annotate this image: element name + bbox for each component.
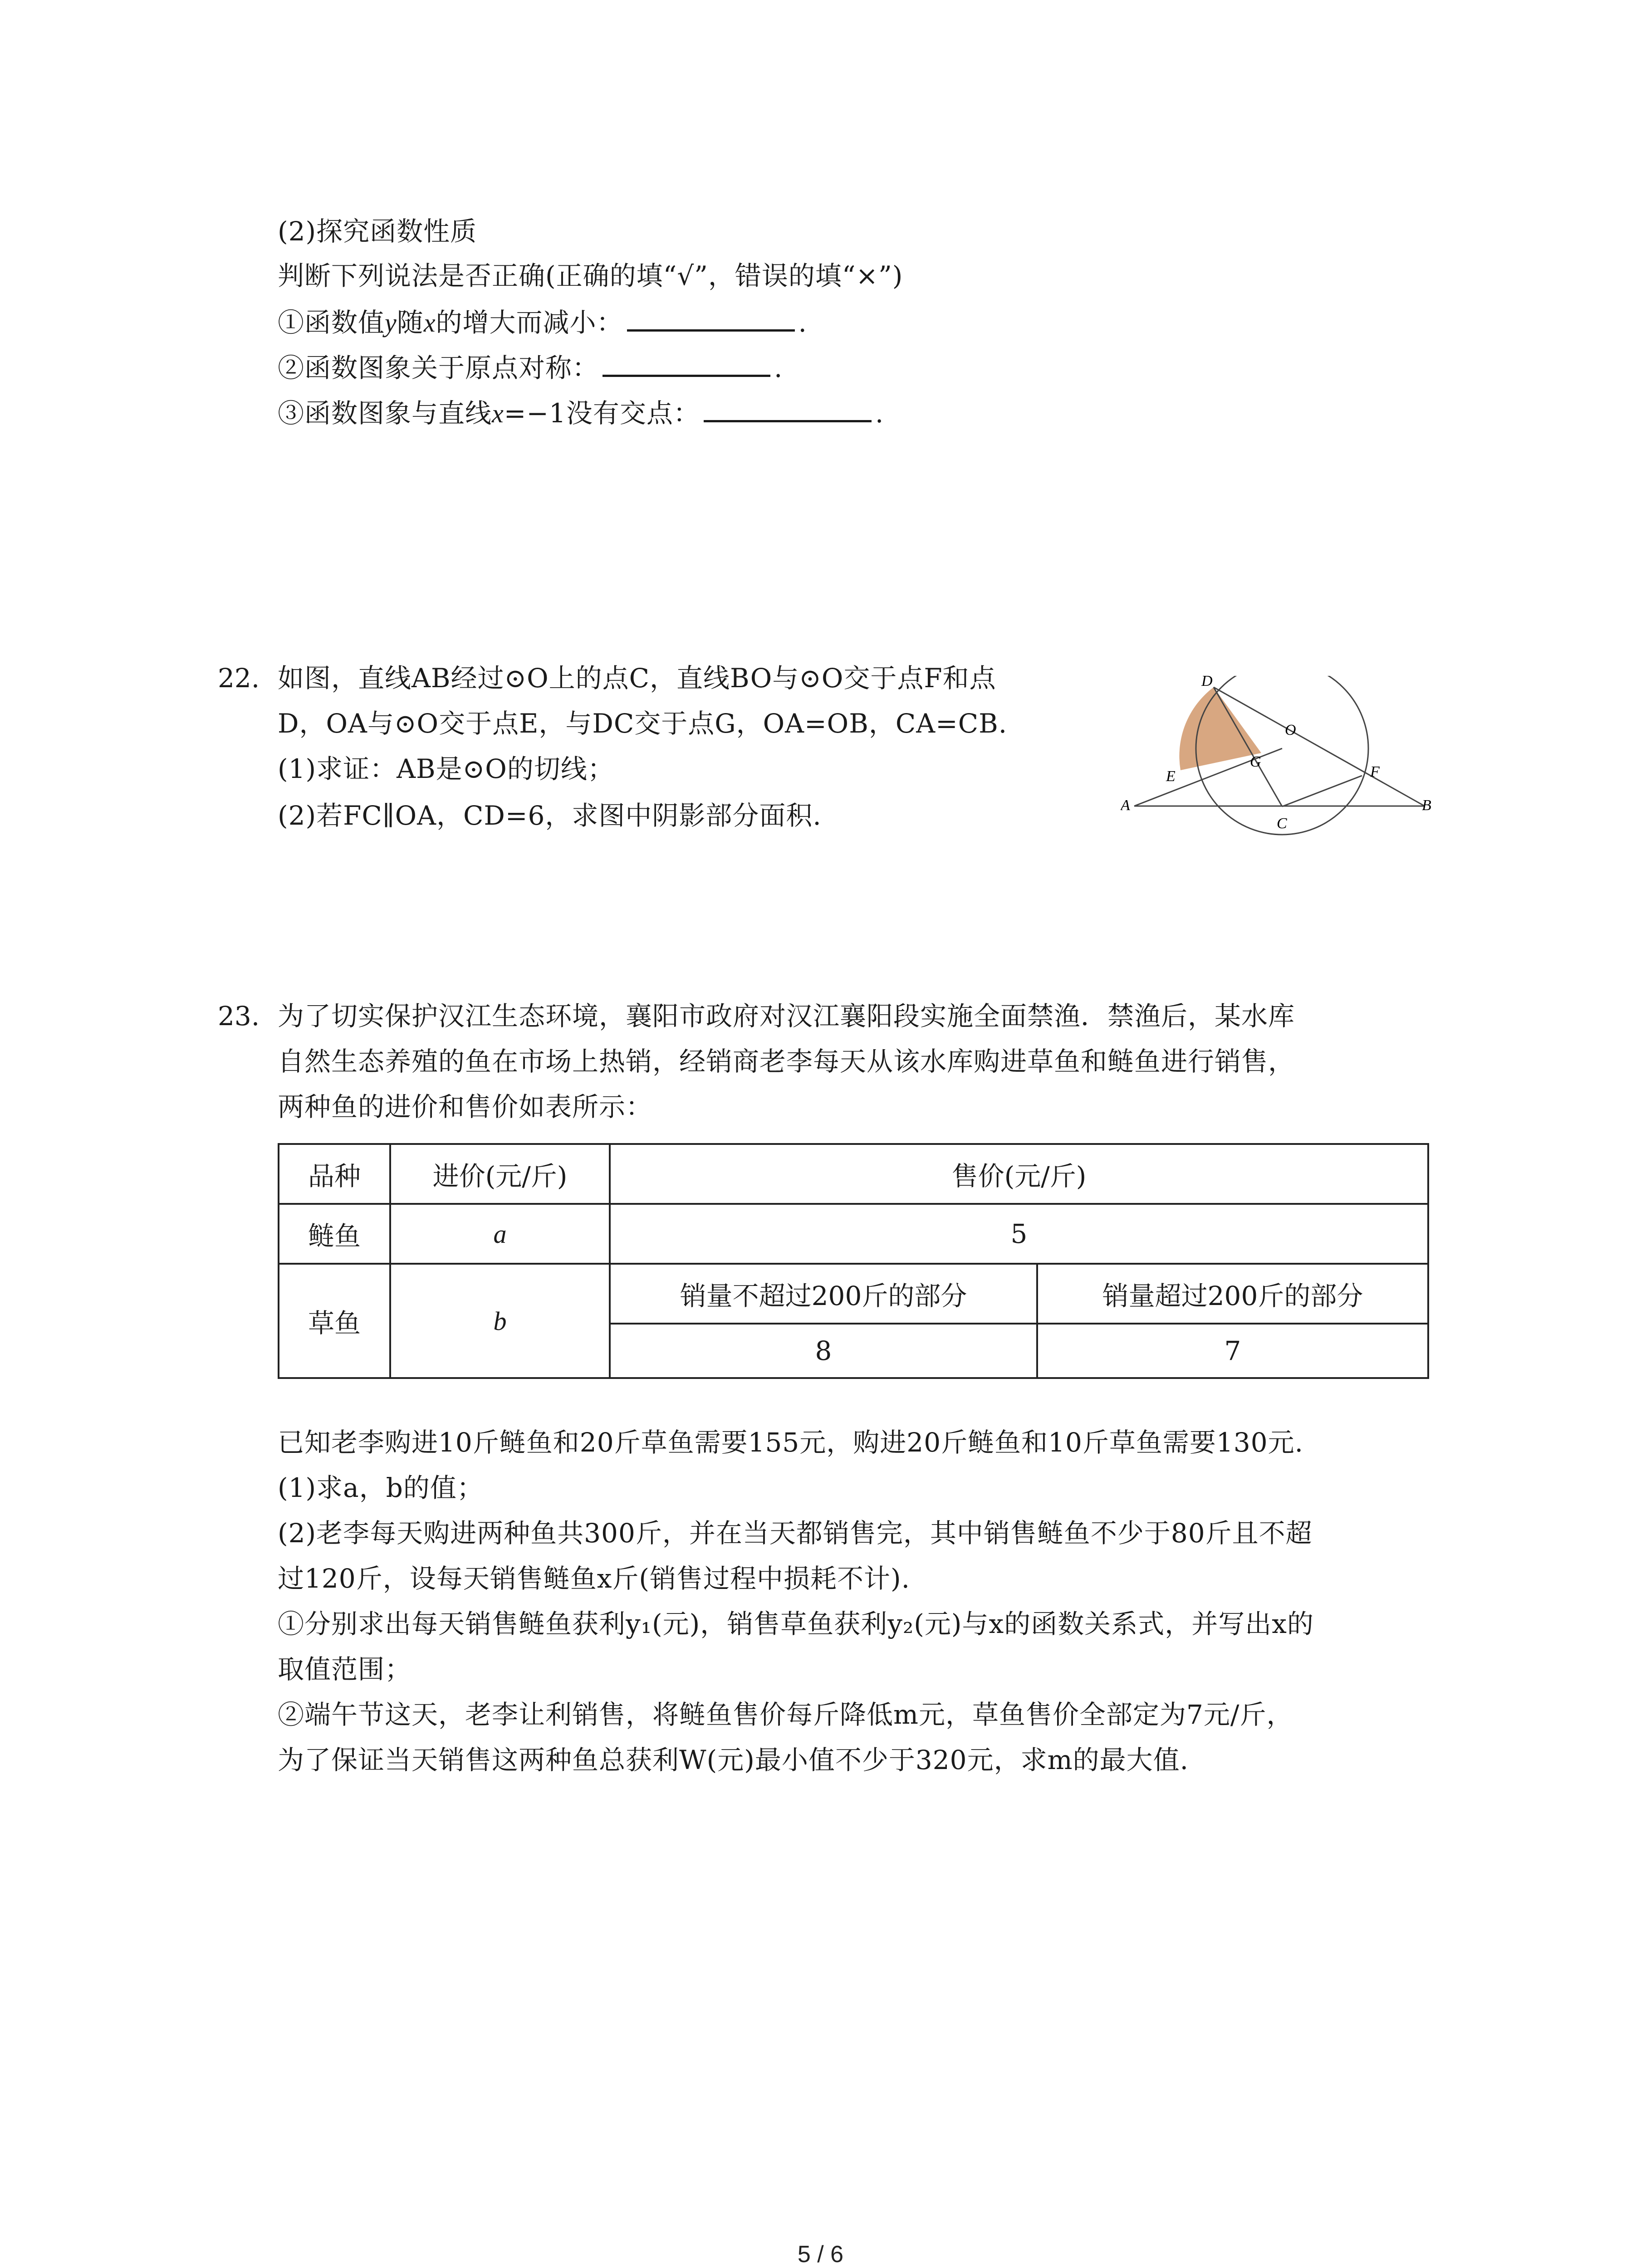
label-b: B: [1422, 797, 1431, 814]
q21-statement-3: [278, 395, 884, 432]
q22-line-3: (1)求证：AB是⊙O的切线；: [278, 753, 614, 784]
label-e: E: [1166, 768, 1176, 785]
row2-sub-header-2: 销量超过200斤的部分: [1036, 1263, 1429, 1325]
label-c: C: [1277, 815, 1287, 832]
q23-line-3: 两种鱼的进价和售价如表所示：: [278, 1091, 653, 1122]
price-table: [278, 1143, 1429, 1379]
row1-name: 鲢鱼: [278, 1203, 391, 1265]
row2-value-1: 8: [609, 1323, 1038, 1379]
q23-known-condition: 已知老李购进10斤鲢鱼和20斤草鱼需要155元，购进20斤鲢鱼和10斤草鱼需要130元.: [278, 1427, 1304, 1458]
s1-period: .: [798, 307, 807, 338]
label-o: O: [1285, 722, 1296, 738]
s1-mid: 随: [397, 307, 424, 338]
page-number: 5 / 6: [797, 2241, 844, 2268]
s3-var-x: x: [492, 399, 504, 428]
s3-suffix: =−1没有交点：: [504, 398, 700, 429]
q22-line-1: 如图，直线AB经过⊙O上的点C，直线BO与⊙O交于点F和点: [278, 663, 996, 694]
q23-line-2: 自然生态养殖的鱼在市场上热销，经销商老李每天从该水库购进草鱼和鲢鱼进行销售，: [278, 1046, 1295, 1077]
q23-sub1-line-2: 取值范围；: [278, 1654, 412, 1685]
label-f: F: [1370, 763, 1380, 780]
answer-blank-1[interactable]: [627, 304, 795, 332]
q23-part2-line-1: (2)老李每天购进两种鱼共300斤，并在当天都销售完，其中销售鲢鱼不少于80斤且不超: [278, 1518, 1313, 1549]
q23-sub1-line-1: ①分别求出每天销售鲢鱼获利y₁(元)，销售草鱼获利y₂(元)与x的函数关系式，并写出x的: [278, 1608, 1314, 1639]
q23-line-1: 为了切实保护汉江生态环境，襄阳市政府对汉江襄阳段实施全面禁渔．禁渔后，某水库: [278, 1001, 1295, 1031]
q21-part2-title: (2)探究函数性质: [278, 216, 477, 247]
row2-value-2: 7: [1036, 1323, 1429, 1379]
answer-blank-2[interactable]: [603, 349, 770, 377]
q22-line-4: (2)若FC∥OA，CD=6，求图中阴影部分面积.: [278, 800, 822, 831]
s1-suffix: 的增大而减小：: [436, 307, 623, 338]
q23-number: 23.: [218, 1001, 260, 1031]
row2-name: 草鱼: [278, 1263, 391, 1379]
s2-period: .: [774, 352, 783, 383]
row1-price: 5: [609, 1203, 1429, 1265]
th-variety: 品种: [278, 1143, 391, 1205]
s2-text: ②函数图象关于原点对称：: [278, 352, 599, 383]
s1-prefix: ①函数值: [278, 307, 385, 338]
s3-period: .: [875, 398, 884, 429]
q21-statement-1: [278, 304, 807, 341]
row2-cost: b: [389, 1263, 611, 1379]
circle-tangent-figure: [1121, 676, 1434, 839]
s1-var-y: y: [385, 308, 397, 337]
q21-statement-2: [278, 349, 783, 386]
q22-number: 22.: [218, 663, 260, 694]
label-d: D: [1201, 676, 1213, 689]
label-a: A: [1121, 797, 1130, 814]
q23-part1: (1)求a，b的值；: [278, 1472, 484, 1503]
q21-instruction: 判断下列说法是否正确(正确的填“√”，错误的填“×”): [278, 260, 903, 291]
q23-sub2-line-2: 为了保证当天销售这两种鱼总获利W(元)最小值不少于320元，求m的最大值.: [278, 1745, 1189, 1775]
row2-sub-header-1: 销量不超过200斤的部分: [609, 1263, 1038, 1325]
answer-blank-3[interactable]: [704, 395, 872, 422]
s1-var-x: x: [423, 308, 436, 337]
q23-part2-line-2: 过120斤，设每天销售鲢鱼x斤(销售过程中损耗不计).: [278, 1563, 911, 1594]
label-g: G: [1250, 753, 1261, 770]
q23-sub2-line-1: ②端午节这天，老李让利销售，将鲢鱼售价每斤降低m元，草鱼售价全部定为7元/斤，: [278, 1699, 1293, 1730]
row1-cost: a: [389, 1203, 611, 1265]
q22-line-2: D，OA与⊙O交于点E，与DC交于点G，OA=OB，CA=CB.: [278, 708, 1008, 739]
s3-prefix: ③函数图象与直线: [278, 398, 492, 429]
th-cost: 进价(元/斤): [389, 1143, 611, 1205]
th-price: 售价(元/斤): [609, 1143, 1429, 1205]
